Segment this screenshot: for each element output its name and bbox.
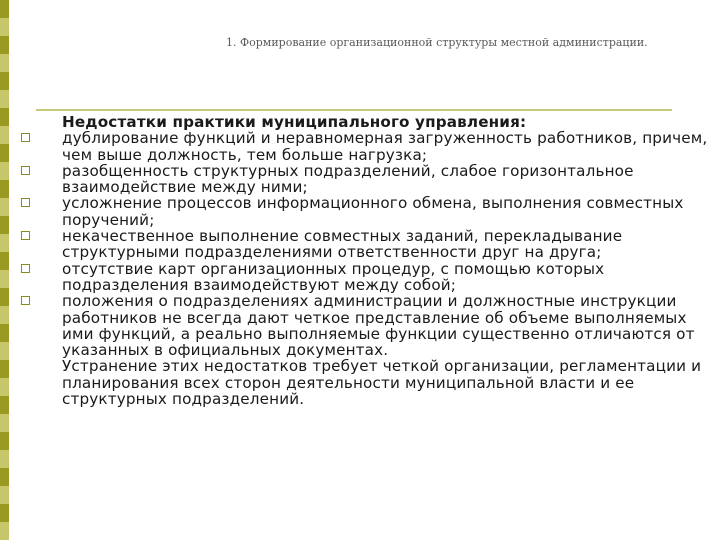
list-item (62, 163, 712, 196)
list-item (62, 195, 712, 228)
section-heading: Недостатки практики муниципального управления: (62, 113, 527, 131)
square-bullet-icon (21, 198, 30, 207)
list-item-text: разобщенность структурных подразделений, слабое горизонтальное взаимодействие между ними; (62, 161, 634, 197)
list-item-text: усложнение процессов информационного обмена, выполнения совместных поручений; (62, 194, 684, 229)
list-item-text: отсутствие карт организационных процедур, с помощью которых подразделения взаимодействуют между собой; (62, 259, 605, 294)
square-bullet-icon (21, 231, 30, 240)
decorative-left-bar (0, 0, 9, 540)
square-bullet-icon (21, 166, 30, 175)
list-item-text: некачественное выполнение совместных заданий, перекладывание структурными подразделениями ответственности друг на друга; (62, 227, 623, 262)
list-item-text: дублирование функций и неравномерная загруженность работников, причем, чем выше должность, тем больше нагрузка; (62, 129, 708, 164)
list-item-text: положения о подразделениях администрации и должностные инструкции работников не всегда дают четкое представление об объеме выполняемых ими функций, а реально выполняемые функции существенно отличаются от указанных в официальных документах. (62, 292, 695, 360)
divider-rule (36, 109, 672, 111)
list-item (62, 130, 712, 163)
square-bullet-icon (21, 133, 30, 142)
list-item (62, 261, 712, 294)
slide-content (62, 114, 712, 407)
slide-header: 1. Формирование организационной структуры местной администрации. (226, 36, 648, 49)
list-item (62, 293, 712, 358)
square-bullet-icon (21, 296, 30, 305)
conclusion-text: Устранение этих недостатков требует четкой организации, регламентации и планирования всех сторон деятельности муниципальной власти и ее структурных подразделений. (62, 357, 702, 409)
square-bullet-icon (21, 264, 30, 273)
list-item (62, 228, 712, 261)
